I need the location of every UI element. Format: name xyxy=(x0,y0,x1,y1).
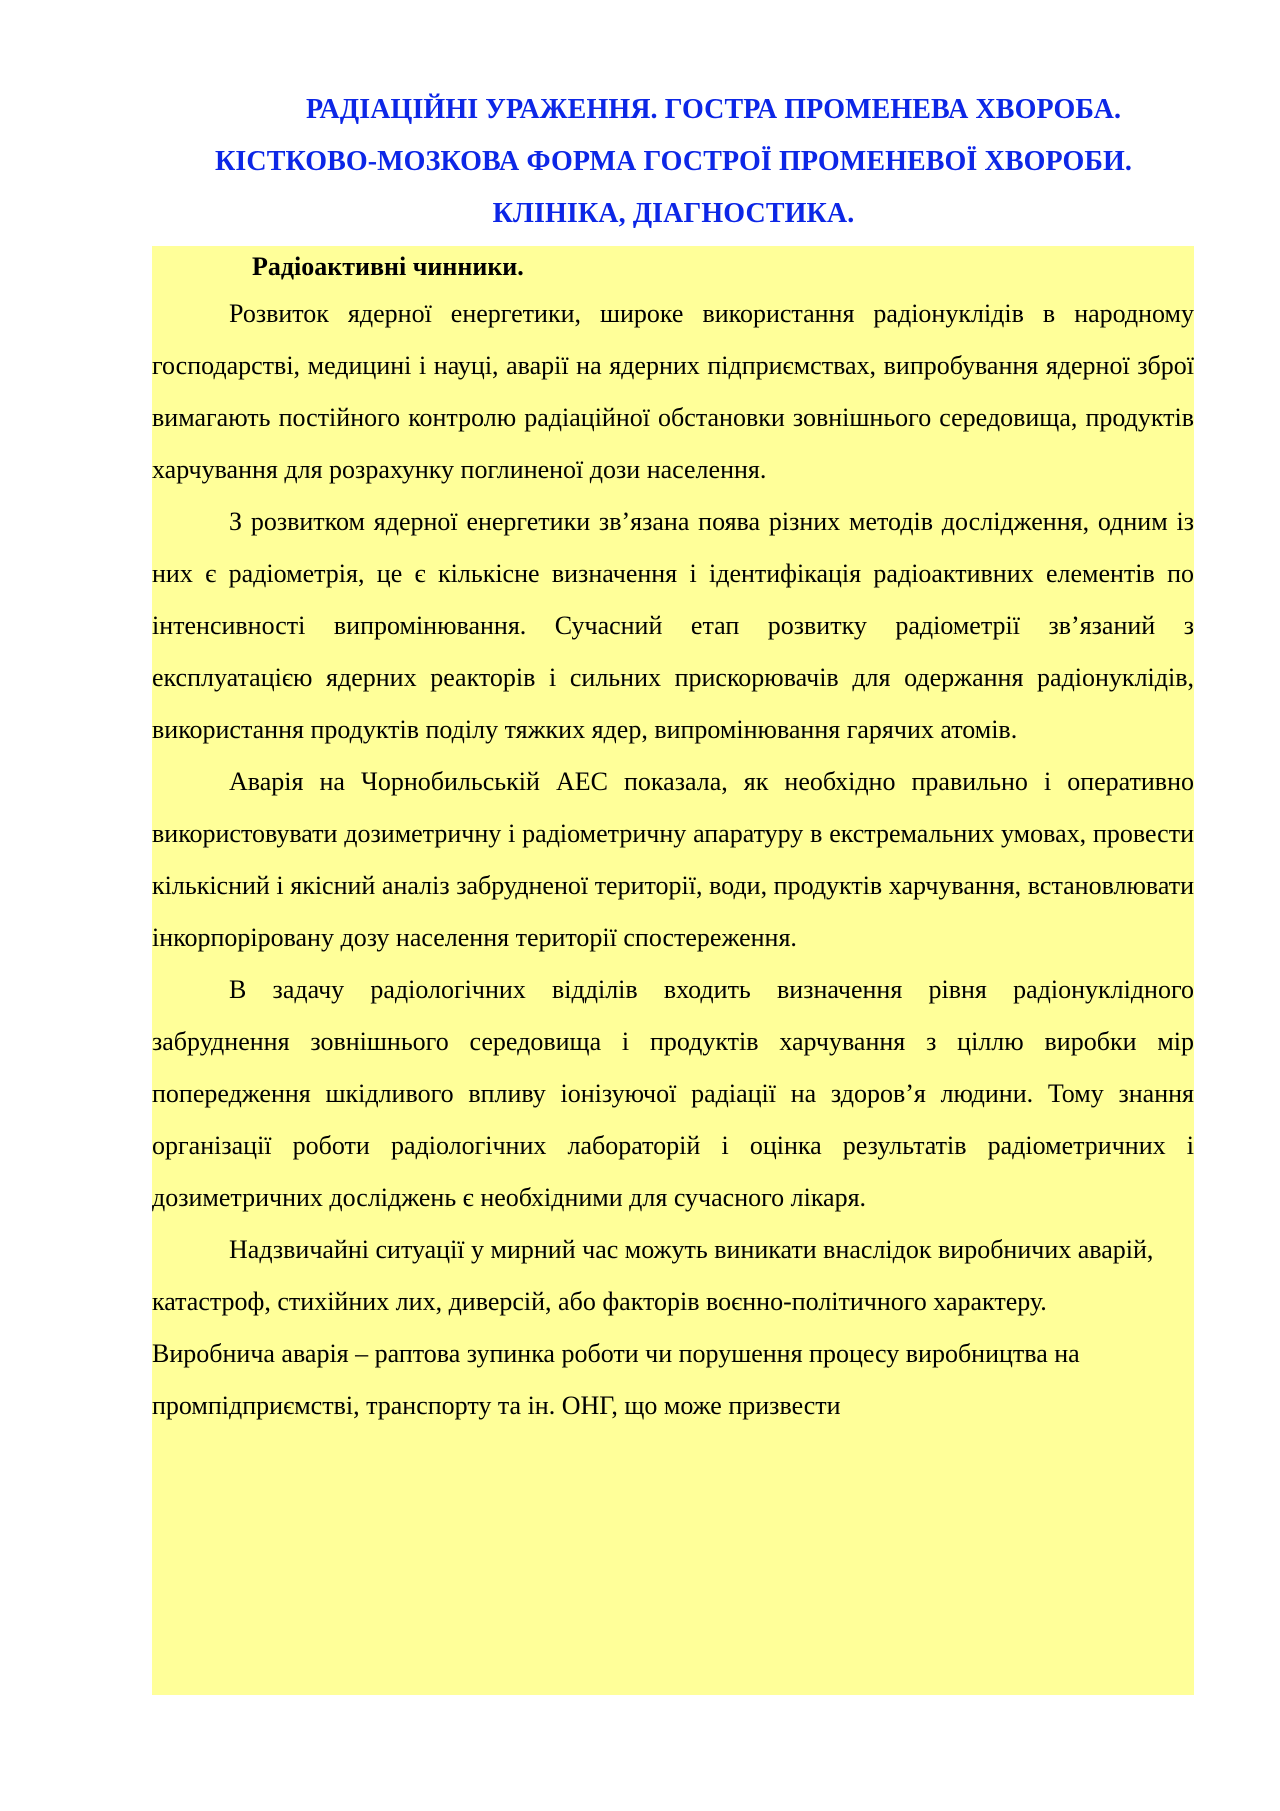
paragraph-2: З розвитком ядерної енергетики зв’язана поява різних методів дослідження, одним із них є радіометрія, це є кількісне визначення і ідентифікація радіоактивних елементів по інтенсивності випромінювання. Сучасний етап розвитку радіометрії зв’язаний з експлуатацією ядерних реакторів і сильних прискорювачів для одержання радіонуклідів, використання продуктів поділу тяжких ядер, випромінювання гарячих атомів. xyxy=(152,507,1194,744)
title-line-1: РАДІАЦІЙНІ УРАЖЕННЯ. ГОСТРА ПРОМЕНЕВА ХВОРОБА. xyxy=(305,94,1122,125)
title-line-2: КІСТКОВО-МОЗКОВА ФОРМА ГОСТРОЇ ПРОМЕНЕВОЇ ХВОРОБИ. xyxy=(215,146,1132,177)
title-line-3: КЛІНІКА, ДІАГНОСТИКА. xyxy=(492,198,855,229)
section-heading: Радіоактивні чинники. xyxy=(252,252,524,281)
document-title xyxy=(152,84,1195,240)
paragraph-6: Виробнича аварія – раптова зупинка роботи чи порушення процесу виробництва на промпідприємстві, транспорту та ін. ОНГ, що може призвести xyxy=(152,1339,1080,1420)
paragraph-1: Розвиток ядерної енергетики, широке використання радіонуклідів в народному господарстві, медицині і науці, аварії на ядерних підприємствах, випробування ядерної зброї вимагають постійного контролю радіаційної обстановки зовнішнього середовища, продуктів харчування для розрахунку поглиненої дози населення. xyxy=(152,299,1194,484)
paragraph-3: Аварія на Чорнобильській АЕС показала, як необхідно правильно і оперативно використовувати дозиметричну і радіометричну апаратуру в екстремальних умовах, провести кількісний і якісний аналіз забрудненої території, води, продуктів харчування, встановлювати інкорпоріровану дозу населення території спостереження. xyxy=(152,767,1194,952)
paragraph-4: В задачу радіологічних відділів входить визначення рівня радіонуклідного забруднення зовнішнього середовища і продуктів харчування з ціллю виробки мір попередження шкідливого впливу іонізуючої радіації на здоров’я людини. Тому знання організації роботи радіологічних лабораторій і оцінка результатів радіометричних і дозиметричних досліджень є необхідними для сучасного лікаря. xyxy=(152,975,1194,1212)
document-body xyxy=(152,246,1194,1432)
paragraph-5: Надзвичайні ситуації у мирний час можуть виникати внаслідок виробничих аварій, катастроф, стихійних лих, диверсій, або факторів воєнно-політичного характеру. xyxy=(152,1235,1154,1316)
